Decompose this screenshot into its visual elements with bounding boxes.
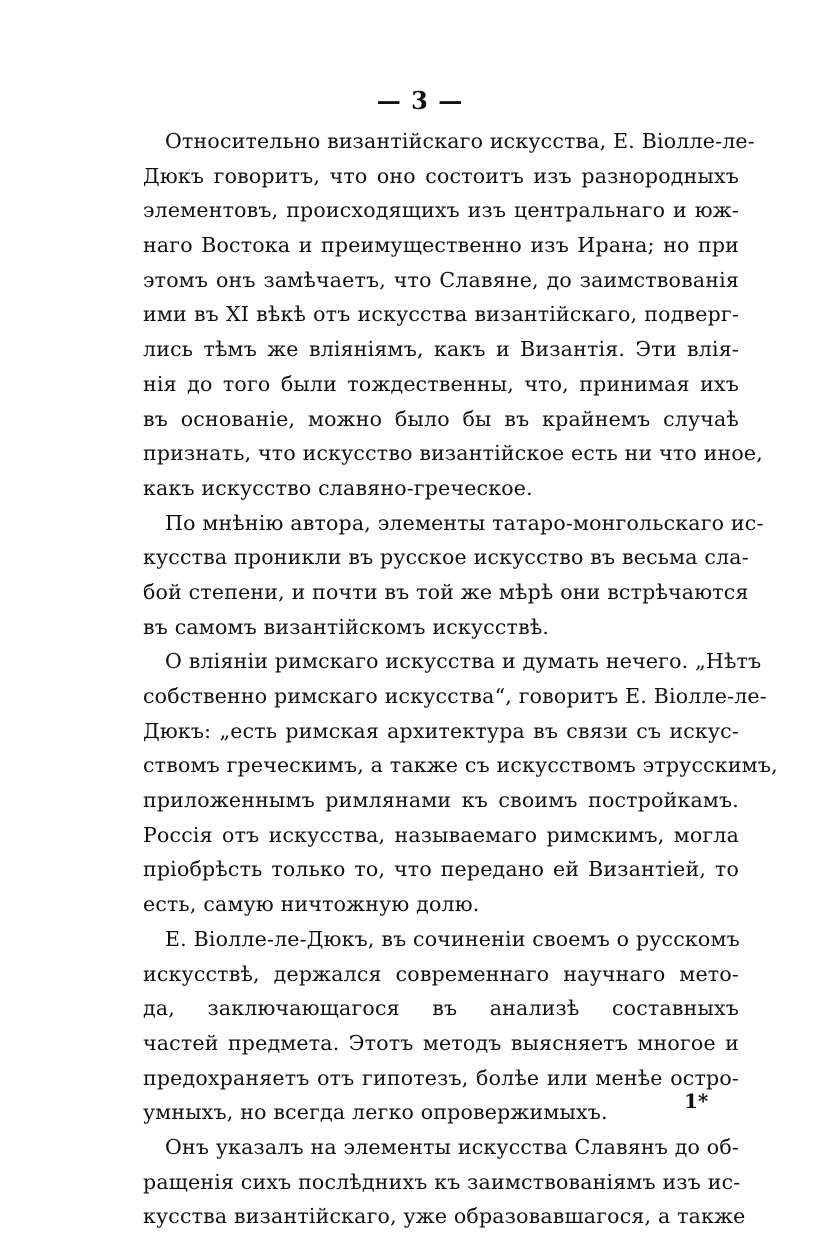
text-line: элементовъ, происходящихъ изъ центральнаго и юж- — [143, 198, 739, 223]
text-line: О вліяніи римскаго искусства и думать нечего. „Нѣтъ — [165, 649, 762, 674]
paragraph-4 — [143, 922, 739, 1130]
text-line: признать, что искусство византійское есть ни что иное, — [143, 441, 763, 466]
text-line: Дюкъ говоритъ, что оно состоитъ изъ разнородныхъ — [143, 163, 739, 188]
text-line: какъ искусство славяно-греческое. — [143, 475, 533, 500]
body-text — [143, 124, 778, 1234]
text-line: кусства проникли въ русское искусство въ весьма сла- — [143, 545, 749, 570]
printer-signature-mark: 1* — [684, 1089, 709, 1113]
paragraph-5 — [143, 1130, 746, 1234]
text-line: Е. Віолле-ле-Дюкъ, въ сочиненіи своемъ о русскомъ — [165, 926, 740, 951]
text-line: этомъ онъ замѣчаетъ, что Славяне, до заимствованія — [143, 267, 739, 292]
text-line: умныхъ, но всегда легко опровержимыхъ. — [143, 1100, 608, 1125]
text-line: Дюкъ: „есть римская архитектура въ связи съ искус- — [143, 718, 739, 743]
paragraph-2 — [143, 506, 764, 645]
text-line: ими въ XI вѣкѣ отъ искусства византійскаго, подверг- — [143, 302, 739, 327]
text-line: собственно римскаго искусства“, говоритъ Е. Віолле-ле- — [143, 684, 767, 708]
text-line: Россія отъ искусства, называемаго римскимъ, могла — [143, 822, 739, 847]
text-line: кусства византійскаго, уже образовавшагося, а также — [143, 1204, 746, 1229]
text-line: бой степени, и почти въ той же мѣрѣ они встрѣчаются — [143, 579, 749, 604]
text-line: частей предмета. Этотъ методъ выясняетъ многое и — [143, 1030, 739, 1055]
text-line: искусствѣ, держался современнаго научнаго мето- — [143, 961, 739, 986]
text-line: ствомъ греческимъ, а также съ искусствомъ этрусскимъ, — [143, 753, 778, 778]
text-line: наго Востока и преимущественно изъ Ирана; но при — [143, 233, 739, 258]
text-line: въ самомъ византійскомъ искусствѣ. — [143, 614, 550, 639]
page-number: — 3 — — [376, 86, 464, 115]
paragraph-3 — [143, 644, 778, 922]
text-line: Онъ указалъ на элементы искусства Славянъ до об- — [165, 1134, 739, 1159]
text-line: есть, самую ничтожную долю. — [143, 892, 480, 917]
text-line: лись тѣмъ же вліяніямъ, какъ и Византія. Эти влія- — [143, 337, 739, 362]
text-line: нія до того были тождественны, что, принимая ихъ — [143, 371, 739, 396]
text-line: да, заключающагося въ анализѣ составныхъ — [143, 996, 739, 1021]
text-line: предохраняетъ отъ гипотезъ, болѣе или менѣе остро- — [143, 1065, 739, 1090]
text-line: въ основаніе, можно было бы въ крайнемъ случаѣ — [143, 406, 739, 431]
text-line: ращенія сихъ послѣднихъ къ заимствованіямъ изъ ис- — [143, 1169, 741, 1194]
text-line: Относительно византійскаго искусства, Е. Віолле-ле- — [165, 129, 755, 153]
text-line: пріобрѣсть только то, что передано ей Византіей, то — [143, 857, 739, 882]
paragraph-1 — [143, 124, 763, 506]
text-line: приложеннымъ римлянами къ своимъ постройкамъ. — [143, 788, 739, 813]
text-line: По мнѣнію автора, элементы татаро-монгольскаго ис- — [165, 510, 764, 535]
